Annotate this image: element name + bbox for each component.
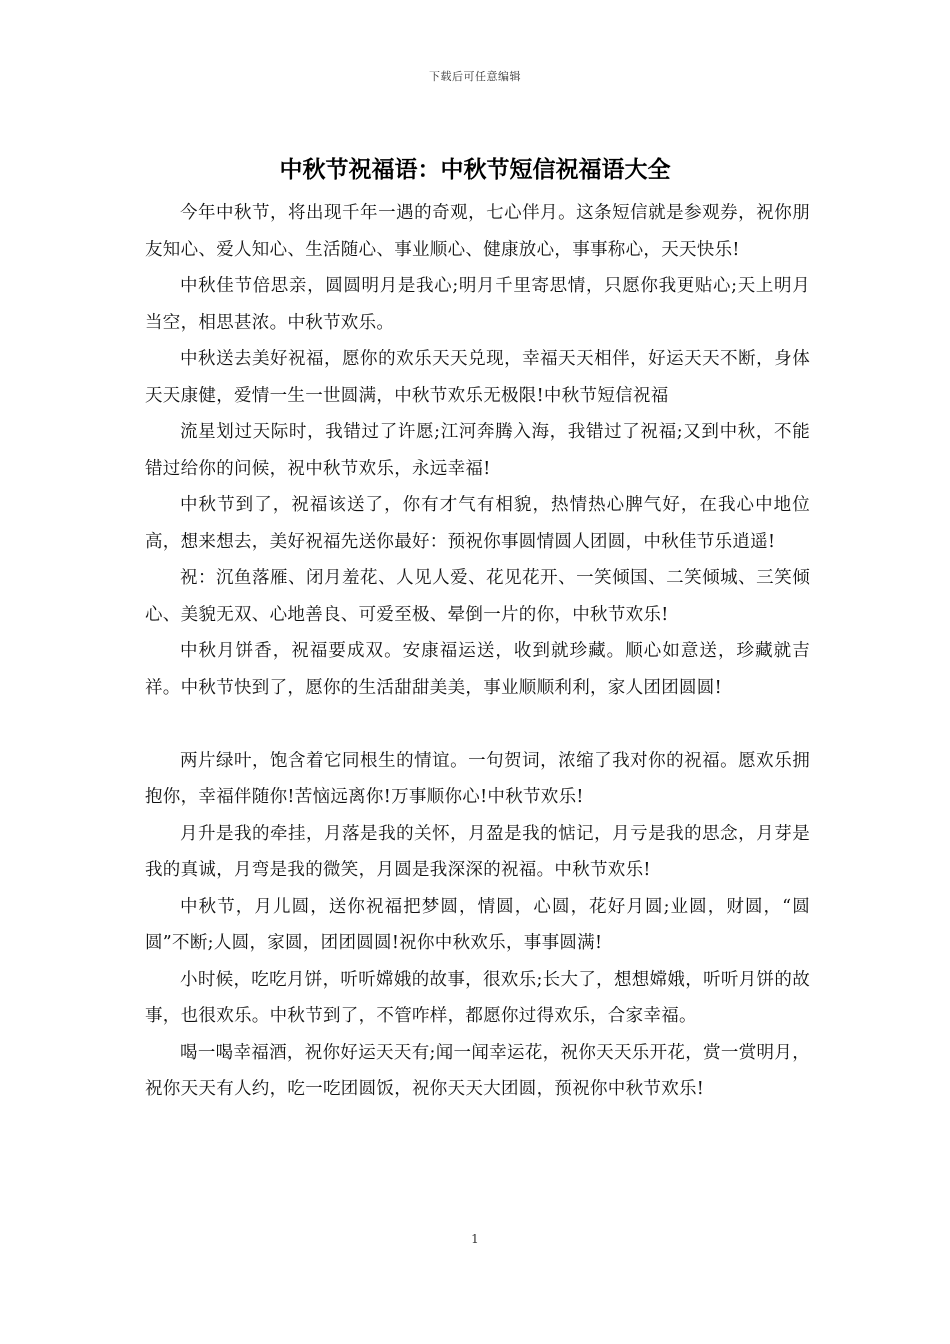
paragraph-6: 祝：沉鱼落雁、闭月羞花、人见人爱、花见花开、一笑倾国、二笑倾城、三笑倾心、美貌无双、心地善良、可爱至极、晕倒一片的你，中秋节欢乐!: [145, 568, 810, 625]
paragraph-3: 中秋送去美好祝福，愿你的欢乐天天兑现，幸福天天相伴，好运天天不断，身体天天康健，爱情一生一世圆满，中秋节欢乐无极限!中秋节短信祝福: [145, 349, 810, 406]
paragraph-5: 中秋节到了，祝福该送了，你有才气有相貌，热情热心脾气好，在我心中地位高，想来想去，美好祝福先送你最好：预祝你事圆情圆人团圆，中秋佳节乐逍遥!: [145, 495, 810, 552]
paragraph-gap: [145, 706, 810, 743]
paragraph-1: 今年中秋节，将出现千年一遇的奇观，七心伴月。这条短信就是参观券，祝你朋友知心、爱人知心、生活随心、事业顺心、健康放心，事事称心，天天快乐!: [145, 203, 810, 260]
paragraph-7: 中秋月饼香，祝福要成双。安康福运送，收到就珍藏。顺心如意送，珍藏就吉祥。中秋节快到了，愿你的生活甜甜美美，事业顺顺利利，家人团团圆圆!: [145, 641, 810, 698]
page-number: 1: [471, 1232, 479, 1246]
document-body: [145, 195, 810, 1108]
paragraph-8: 两片绿叶，饱含着它同根生的情谊。一句贺词，浓缩了我对你的祝福。愿欢乐拥抱你，幸福伴随你!苦恼远离你!万事顺你心!中秋节欢乐!: [145, 750, 810, 807]
paragraph-9: 月升是我的牵挂，月落是我的关怀，月盈是我的惦记，月亏是我的思念，月芽是我的真诚，月弯是我的微笑，月圆是我深深的祝福。中秋节欢乐!: [145, 823, 810, 880]
paragraph-4: 流星划过天际时，我错过了许愿;江河奔腾入海，我错过了祝福;又到中秋，不能错过给你的问候，祝中秋节欢乐，永远幸福!: [145, 422, 810, 479]
paragraph-12: 喝一喝幸福酒，祝你好运天天有;闻一闻幸运花，祝你天天乐开花，赏一赏明月，祝你天天有人约，吃一吃团圆饭，祝你天天大团圆，预祝你中秋节欢乐!: [145, 1042, 810, 1099]
paragraph-2: 中秋佳节倍思亲，圆圆明月是我心;明月千里寄思情，只愿你我更贴心;天上明月当空，相思甚浓。中秋节欢乐。: [145, 276, 810, 333]
page-header: 下载后可任意编辑: [429, 70, 521, 83]
document-title: 中秋节祝福语：中秋节短信祝福语大全: [279, 157, 671, 183]
paragraph-10: 中秋节，月儿圆，送你祝福把梦圆，情圆，心圆，花好月圆;业圆，财圆，“圆圆”不断;人圆，家圆，团团圆圆!祝你中秋欢乐，事事圆满!: [145, 896, 810, 953]
paragraph-11: 小时候，吃吃月饼，听听嫦娥的故事，很欢乐;长大了，想想嫦娥，听听月饼的故事，也很欢乐。中秋节到了，不管咋样，都愿你过得欢乐，合家幸福。: [145, 969, 810, 1026]
